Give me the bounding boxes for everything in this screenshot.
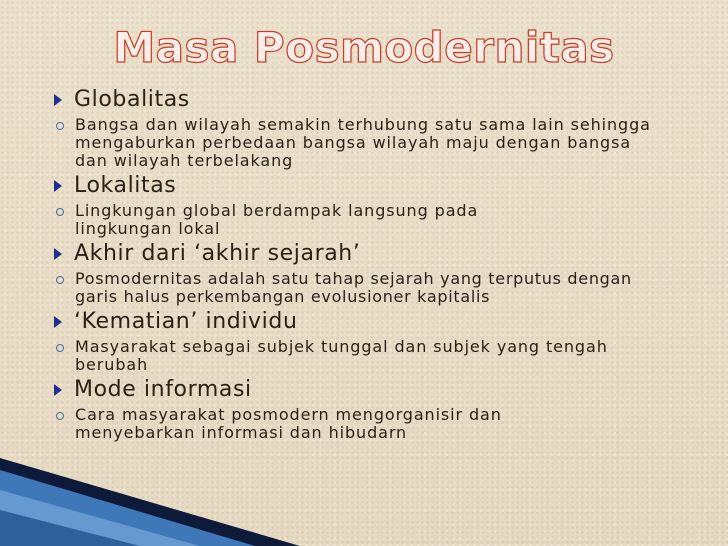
list-item-heading xyxy=(50,238,690,270)
corner-light-wedge xyxy=(0,490,200,546)
sub-item xyxy=(50,202,690,238)
list-item-label: Akhir dari ‘akhir sejarah’ xyxy=(74,241,361,266)
list-item-label: Globalitas xyxy=(74,87,190,112)
list-item-label: Mode informasi xyxy=(74,377,252,402)
list-item-label: ‘Kematian’ individu xyxy=(74,309,298,334)
list-item xyxy=(50,84,690,170)
ring-bullet-icon xyxy=(56,276,64,284)
triangle-right-icon xyxy=(54,94,62,106)
triangle-right-icon xyxy=(54,180,62,192)
corner-blue-wedge xyxy=(0,470,255,546)
list-item xyxy=(50,238,690,306)
corner-deep-wedge xyxy=(0,510,140,546)
triangle-right-icon xyxy=(54,316,62,328)
sub-item-text: Bangsa dan wilayah semakin terhubung satu sama lain sehingga mengaburkan perbedaan bangsa wilayah maju dengan bangsa dan wilayah terbelakang xyxy=(75,115,651,170)
ring-bullet-icon xyxy=(56,208,64,216)
triangle-right-icon xyxy=(54,248,62,260)
sub-item xyxy=(50,338,690,374)
sub-item xyxy=(50,270,690,306)
sub-item-text: Posmodernitas adalah satu tahap sejarah yang terputus dengan garis halus perkembangan evolusioner kapitalis xyxy=(75,269,632,306)
list-item xyxy=(50,374,690,442)
list-item-heading xyxy=(50,170,690,202)
sub-item xyxy=(50,406,690,442)
list-item-heading xyxy=(50,306,690,338)
list-item xyxy=(50,170,690,238)
sub-item-text: Lingkungan global berdampak langsung pada lingkungan lokal xyxy=(75,201,479,238)
sub-item xyxy=(50,116,690,170)
ring-bullet-icon xyxy=(56,412,64,420)
corner-dark-wedge xyxy=(0,458,300,546)
slide-title: Masa Posmodernitas xyxy=(113,23,615,72)
triangle-right-icon xyxy=(54,384,62,396)
list-item-label: Lokalitas xyxy=(74,173,177,198)
ring-bullet-icon xyxy=(56,344,64,352)
list-item-heading xyxy=(50,374,690,406)
list-item-heading xyxy=(50,84,690,116)
list-item xyxy=(50,306,690,374)
ring-bullet-icon xyxy=(56,122,64,130)
sub-item-text: Masyarakat sebagai subjek tunggal dan subjek yang tengah berubah xyxy=(75,337,608,374)
bullet-list xyxy=(50,84,690,442)
sub-item-text: Cara masyarakat posmodern mengorganisir dan menyebarkan informasi dan hibudarn xyxy=(75,405,502,442)
